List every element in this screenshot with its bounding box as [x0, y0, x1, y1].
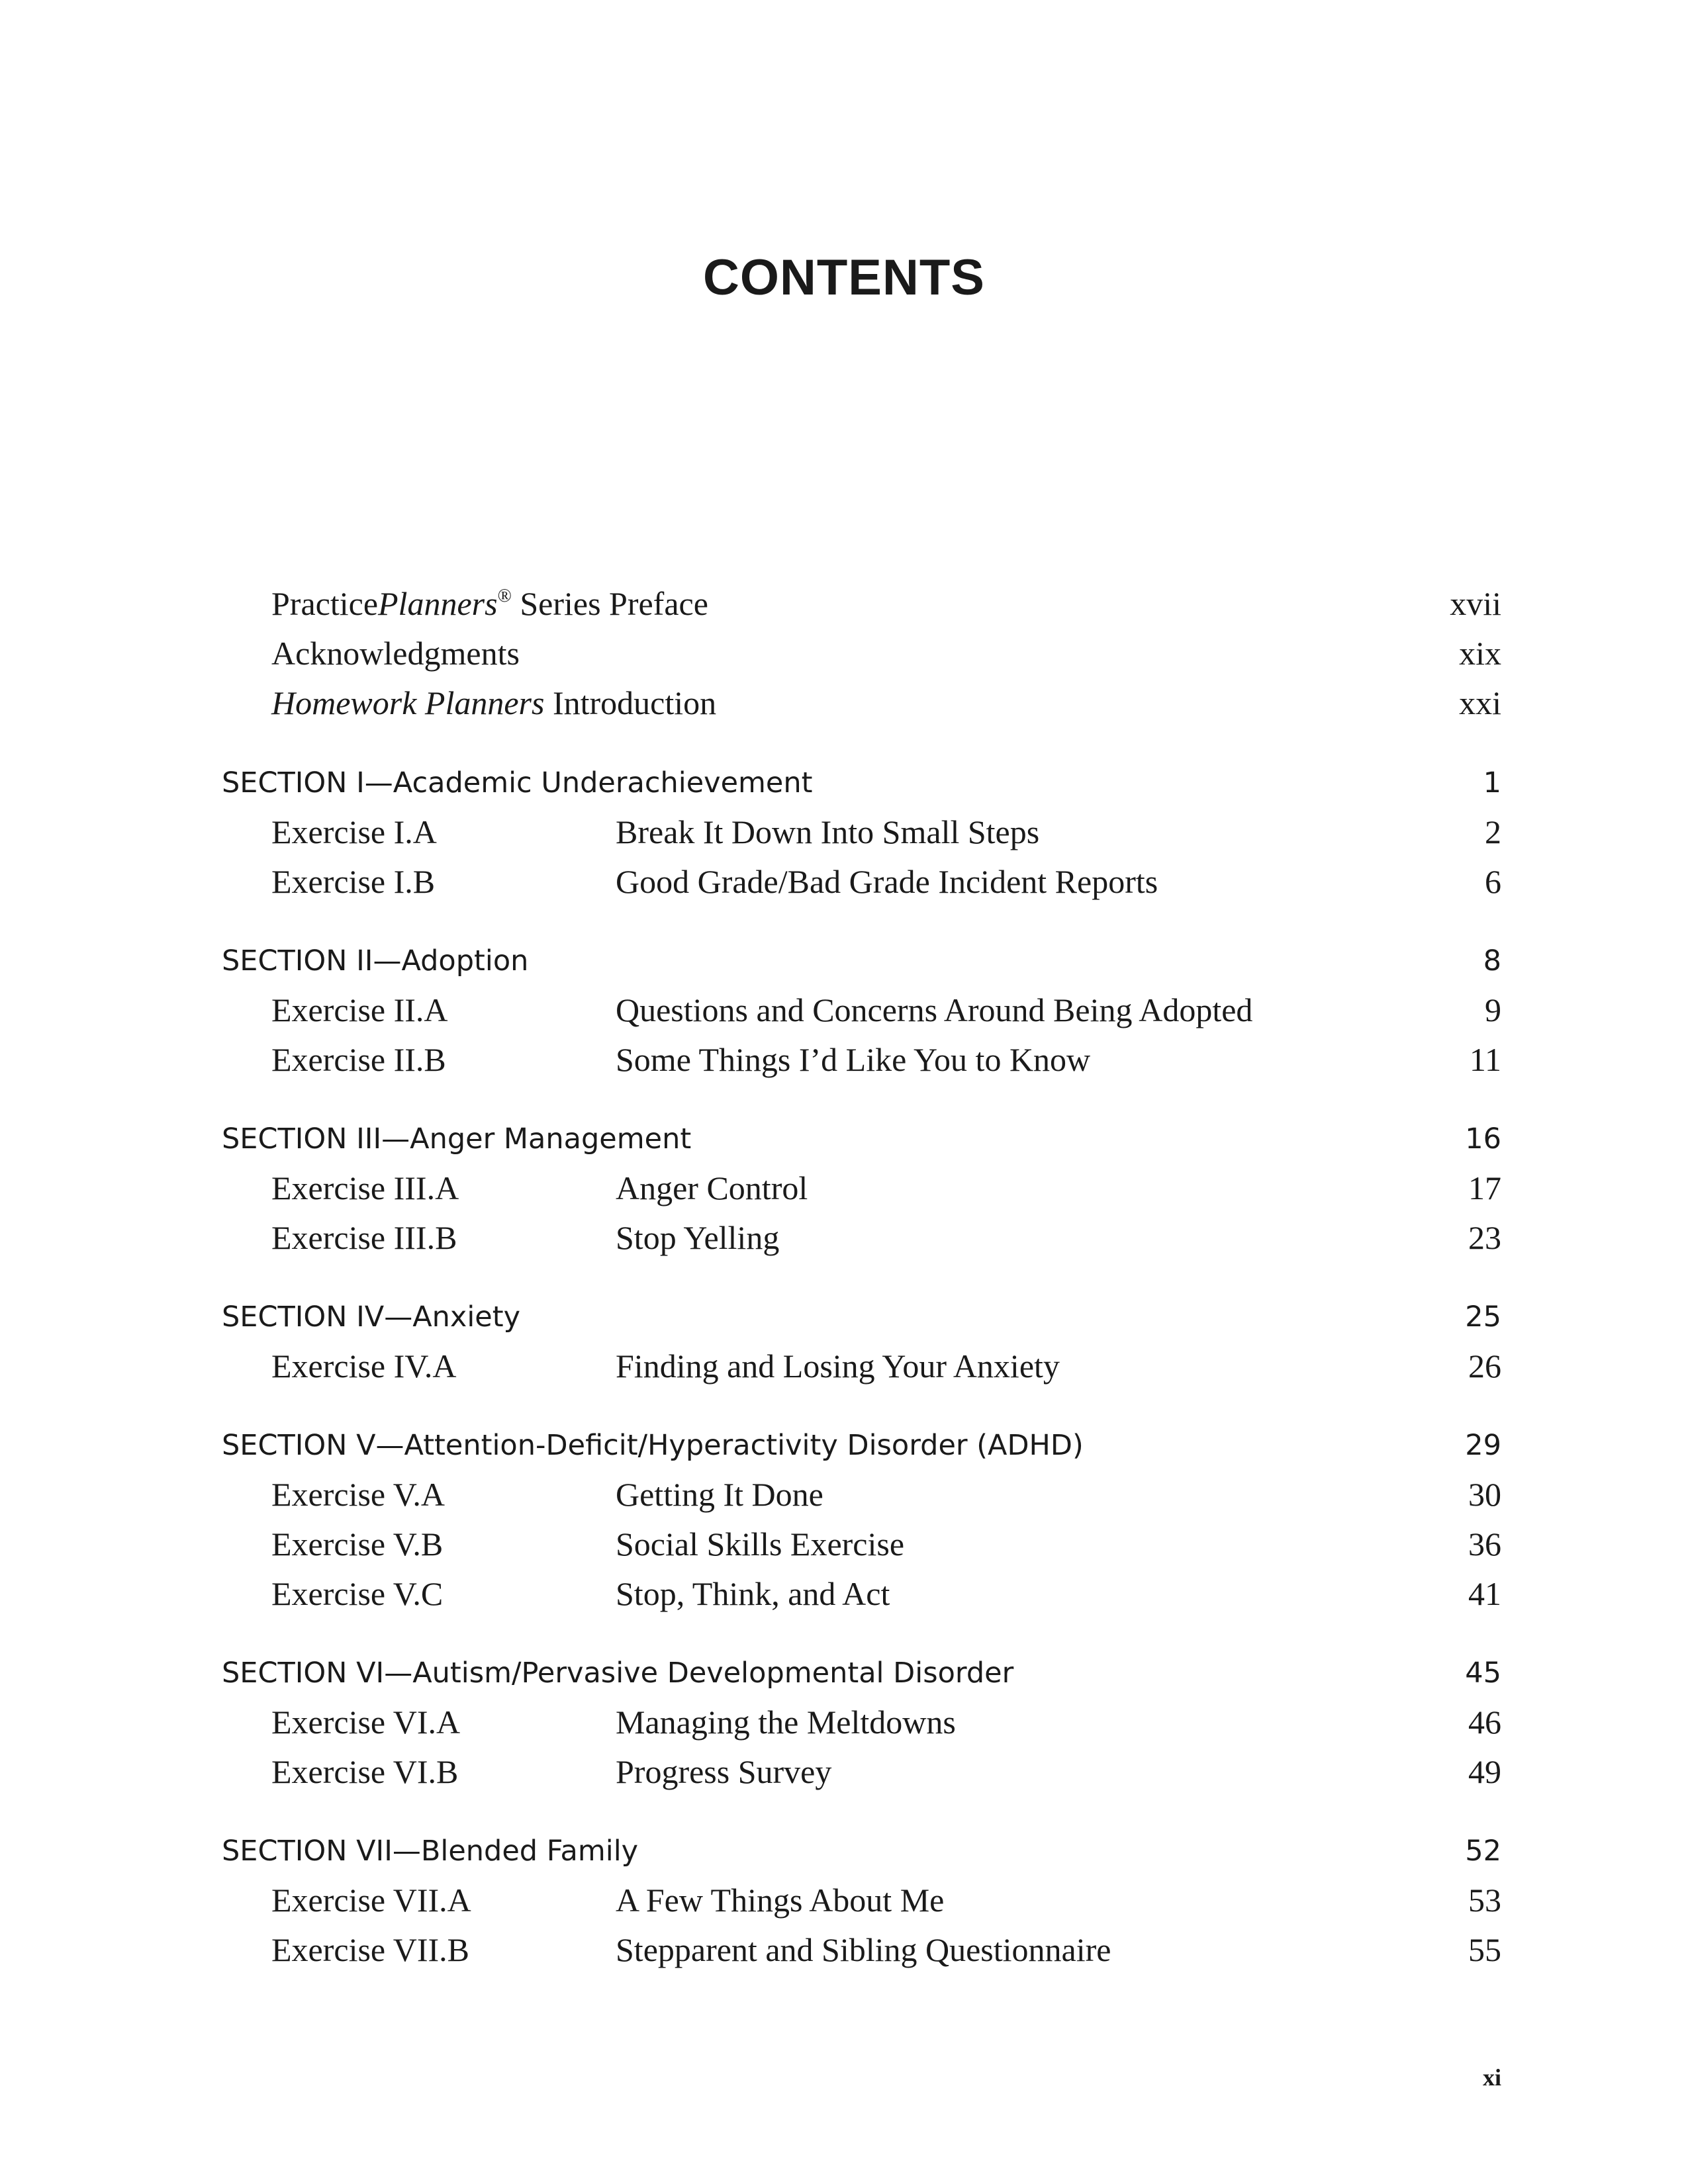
- exercise-title: Stepparent and Sibling Questionnaire: [616, 1931, 1111, 1968]
- toc-front-matter-introduction[interactable]: [0, 680, 1688, 726]
- exercise-title: Social Skills Exercise: [616, 1525, 905, 1563]
- toc-exercise-row[interactable]: [0, 858, 1688, 905]
- exercise-label: Exercise I.B: [271, 863, 436, 900]
- exercise-title: Managing the Meltdowns: [616, 1704, 956, 1741]
- page-number: xxi: [1459, 684, 1501, 721]
- exercise-label: Exercise III.A: [271, 1169, 459, 1206]
- exercise-label: Exercise II.A: [271, 991, 448, 1028]
- exercise-label: Exercise V.A: [271, 1476, 445, 1513]
- exercise-title: A Few Things About Me: [616, 1882, 945, 1919]
- exercise-title: Progress Survey: [616, 1753, 832, 1790]
- toc-section-heading[interactable]: [0, 1422, 1688, 1469]
- page-number: 17: [1468, 1169, 1501, 1206]
- page-number: 30: [1468, 1476, 1501, 1513]
- page-number: 29: [1465, 1429, 1501, 1462]
- toc-section-heading[interactable]: [0, 1294, 1688, 1340]
- page-number: 49: [1468, 1753, 1501, 1790]
- exercise-title: Questions and Concerns Around Being Adopted: [616, 991, 1253, 1028]
- exercise-title: Getting It Done: [616, 1476, 823, 1513]
- page-number: 1: [1483, 766, 1501, 799]
- toc-exercise-row[interactable]: [0, 1570, 1688, 1617]
- page-number: 46: [1468, 1704, 1501, 1741]
- page-number: 55: [1468, 1931, 1501, 1968]
- section-title: SECTION VII—Blended Family: [222, 1835, 639, 1868]
- page-number: 8: [1483, 944, 1501, 978]
- page-number: 16: [1465, 1122, 1501, 1156]
- section-title: SECTION VI—Autism/Pervasive Developmental Disorder: [222, 1657, 1014, 1690]
- toc-section-heading[interactable]: [0, 1116, 1688, 1162]
- toc-exercise-row[interactable]: [0, 987, 1688, 1033]
- exercise-label: Exercise VII.B: [271, 1931, 469, 1968]
- section-title: SECTION IV—Anxiety: [222, 1300, 521, 1334]
- toc-section-heading[interactable]: [0, 938, 1688, 984]
- toc-exercise-row[interactable]: [0, 1165, 1688, 1211]
- page-title: CONTENTS: [703, 250, 985, 306]
- page-number: 9: [1485, 991, 1501, 1028]
- toc-exercise-row[interactable]: [0, 809, 1688, 855]
- page-number: 41: [1468, 1575, 1501, 1612]
- front-matter-title: Homework Planners Introduction: [271, 684, 717, 721]
- exercise-label: Exercise II.B: [271, 1041, 446, 1078]
- toc-front-matter-preface[interactable]: [0, 580, 1688, 627]
- exercise-label: Exercise VII.A: [271, 1882, 471, 1919]
- toc-front-matter-acknowledgments[interactable]: [0, 630, 1688, 676]
- page-number: 6: [1485, 863, 1501, 900]
- toc-exercise-row[interactable]: [0, 1699, 1688, 1745]
- toc-section-heading[interactable]: [0, 760, 1688, 806]
- toc-exercise-row[interactable]: [0, 1927, 1688, 1973]
- toc-section-heading[interactable]: [0, 1650, 1688, 1696]
- page-number: xvii: [1450, 585, 1501, 622]
- exercise-title: Stop, Think, and Act: [616, 1575, 890, 1612]
- front-matter-title: Acknowledgments: [271, 635, 520, 672]
- section-title: SECTION II—Adoption: [222, 944, 529, 978]
- page-number: xix: [1459, 635, 1501, 672]
- page-number: 25: [1465, 1300, 1501, 1334]
- folio-page-number: xi: [1482, 2064, 1501, 2091]
- page-number: 53: [1468, 1882, 1501, 1919]
- page-number: 11: [1469, 1041, 1501, 1078]
- section-title: SECTION V—Attention-Deficit/Hyperactivity Disorder (ADHD): [222, 1429, 1084, 1462]
- page-number: 23: [1468, 1219, 1501, 1256]
- exercise-title: Some Things I’d Like You to Know: [616, 1041, 1091, 1078]
- toc-exercise-row[interactable]: [0, 1036, 1688, 1083]
- toc-exercise-row[interactable]: [0, 1749, 1688, 1795]
- exercise-label: Exercise V.B: [271, 1525, 444, 1563]
- front-matter-title: PracticePlanners® Series Preface: [271, 585, 708, 622]
- exercise-label: Exercise VI.B: [271, 1753, 459, 1790]
- page-number: 52: [1465, 1835, 1501, 1868]
- exercise-title: Break It Down Into Small Steps: [616, 813, 1040, 850]
- section-title: SECTION III—Anger Management: [222, 1122, 692, 1156]
- page-number: 45: [1465, 1657, 1501, 1690]
- toc-exercise-row[interactable]: [0, 1877, 1688, 1923]
- exercise-label: Exercise VI.A: [271, 1704, 461, 1741]
- exercise-label: Exercise IV.A: [271, 1347, 457, 1385]
- page-number: 36: [1468, 1525, 1501, 1563]
- page-number: 2: [1485, 813, 1501, 850]
- toc-exercise-row[interactable]: [0, 1214, 1688, 1261]
- exercise-label: Exercise III.B: [271, 1219, 457, 1256]
- page-number: 26: [1468, 1347, 1501, 1385]
- exercise-label: Exercise V.C: [271, 1575, 444, 1612]
- exercise-title: Good Grade/Bad Grade Incident Reports: [616, 863, 1158, 900]
- toc-exercise-row[interactable]: [0, 1471, 1688, 1518]
- toc-exercise-row[interactable]: [0, 1521, 1688, 1567]
- exercise-label: Exercise I.A: [271, 813, 437, 850]
- exercise-title: Anger Control: [616, 1169, 808, 1206]
- exercise-title: Stop Yelling: [616, 1219, 780, 1256]
- exercise-title: Finding and Losing Your Anxiety: [616, 1347, 1060, 1385]
- toc-section-heading[interactable]: [0, 1828, 1688, 1874]
- toc-exercise-row[interactable]: [0, 1343, 1688, 1389]
- section-title: SECTION I—Academic Underachievement: [222, 766, 813, 799]
